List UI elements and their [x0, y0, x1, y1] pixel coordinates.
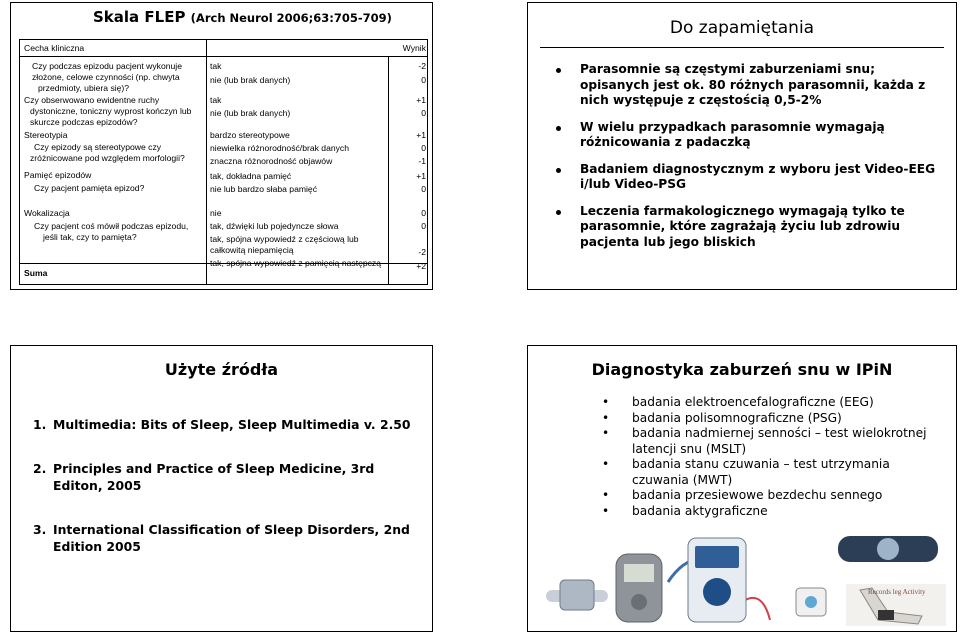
flep-answer: tak: [210, 61, 222, 71]
leg-activity-caption: Records leg Activity: [868, 588, 926, 596]
flep-score: 0: [421, 208, 426, 218]
remember-title: Do zapamiętania: [669, 18, 815, 38]
flep-answer: nie (lub brak danych): [210, 75, 291, 85]
flep-header-score: Wynik: [402, 43, 426, 53]
flep-sum-label: Suma: [24, 268, 48, 278]
flep-col-divider: [388, 57, 389, 284]
flep-score: 0: [421, 108, 426, 118]
list-item: • badania aktygraficzne: [602, 504, 932, 520]
flep-answer: bardzo stereotypowe: [210, 130, 290, 140]
flep-criterion-3: [24, 130, 185, 164]
flep-table: [19, 39, 428, 285]
list-item: • badania stanu czuwania – test utrzymania czuwania (MWT): [602, 457, 932, 488]
flep-score: +1: [416, 171, 426, 181]
item-text: Principles and Practice of Sleep Medicine, 3rd Editon, 2005: [53, 461, 375, 493]
criterion-line: zróżnicowane pod względem morfologii?: [30, 153, 185, 163]
flep-answer: nie: [210, 208, 222, 218]
item-number: 2.: [33, 461, 47, 476]
list-item: • badania nadmiernej senności – test wielokrotnej latencji snu (MSLT): [602, 426, 932, 457]
display-icon: [624, 564, 654, 582]
list-item: Parasomnie są częstymi zaburzeniami snu; opisanych jest ok. 80 różnych parasomnii, każda z nich występuje z częstością 0,5-2%: [556, 62, 948, 109]
criterion-line: przedmioty, ubiera się)?: [38, 83, 130, 93]
flep-title-main: Skala FLEP: [93, 8, 186, 26]
criterion-line: złożone, celowe czynności (np. chwyta: [32, 72, 180, 82]
list-item: • badania polisomnograficzne (PSG): [602, 411, 932, 427]
sensor-light-icon: [805, 596, 817, 608]
sources-list: [33, 416, 423, 582]
flep-score: +1: [416, 95, 426, 105]
remember-list: [556, 62, 948, 261]
flep-criterion-4: [24, 170, 144, 194]
flep-answer: tak: [210, 95, 222, 105]
criterion-heading: Stereotypia: [24, 130, 68, 140]
slide-flep-scale: [10, 2, 433, 290]
flep-score: 0: [421, 221, 426, 231]
flep-answer: nie lub bardzo słaba pamięć: [210, 184, 318, 194]
flep-answer: tak, dokładna pamięć: [210, 171, 292, 181]
list-item: W wielu przypadkach parasomnie wymagają różnicowania z padaczką: [556, 120, 948, 151]
list-item: [33, 460, 423, 494]
title-divider: [540, 47, 944, 48]
slide-diagnostics: [527, 345, 957, 632]
list-item: Badaniem diagnostycznym z wyboru jest Video-EEG i/lub Video-PSG: [556, 162, 948, 193]
criterion-line: skurcze podczas epizodów?: [30, 117, 138, 127]
device-screen-icon: [695, 546, 739, 568]
criterion-heading: Pamięć epizodów: [24, 170, 92, 180]
criterion-heading: Wokalizacja: [24, 208, 70, 218]
flep-title: [93, 8, 392, 26]
list-item: [33, 416, 423, 433]
flep-score: +1: [416, 130, 426, 140]
flep-score: -1: [418, 156, 426, 166]
list-item: • badania przesiewowe bezdechu sennego: [602, 488, 932, 504]
flep-answer: znaczna różnorodność objawów: [210, 156, 333, 166]
criterion-line: Czy epizody są stereotypowe czy: [34, 142, 162, 152]
criterion-line: Czy obserwowano ewidentne ruchy: [24, 95, 160, 105]
slide-remember: [527, 2, 957, 290]
criterion-line: Czy pacjent coś mówił podczas epizodu,: [34, 221, 189, 231]
flep-score: -2: [418, 247, 426, 257]
item-number: 3.: [33, 522, 47, 537]
item-text: Multimedia: Bits of Sleep, Sleep Multimedia v. 2.50: [53, 417, 411, 432]
list-item: Leczenia farmakologicznego wymagają tylko te parasomnie, które zagrażają życiu lub zdrowiu pacjenta lub jego bliskich: [556, 204, 948, 251]
list-item: [33, 521, 423, 555]
flep-citation: (Arch Neurol 2006;63:705-709): [190, 11, 392, 25]
flep-score: 0: [421, 143, 426, 153]
flep-criterion-1: [32, 61, 182, 94]
flep-criterion-5: [24, 208, 188, 243]
criterion-line: dystoniczne, toniczny wyprost kończyn lub: [30, 106, 192, 116]
list-item: • badania elektroencefalograficzne (EEG): [602, 395, 932, 411]
slide-sources: [10, 345, 433, 632]
flep-header-criterion: Cecha kliniczna: [24, 43, 85, 53]
diagnostics-title: Diagnostyka zaburzeń snu w IPiN: [591, 360, 893, 379]
sources-title: Użyte źródła: [164, 360, 279, 379]
criterion-line: Czy podczas epizodu pacjent wykonuje: [32, 61, 183, 71]
flep-answer: tak, spójna wypowiedź z pamięcią następczą: [210, 258, 382, 268]
dial-icon: [631, 594, 647, 610]
flep-answer: nie (lub brak danych): [210, 108, 291, 118]
flep-score: +2: [416, 261, 426, 271]
flep-answer: tak, spójna wypowiedź z częściową lub: [210, 234, 359, 244]
item-text: International Classification of Sleep Disorders, 2nd Edition 2005: [53, 522, 410, 554]
flep-score: -2: [418, 61, 426, 71]
flep-score: 0: [421, 75, 426, 85]
item-number: 1.: [33, 417, 47, 432]
leg-sensor-icon: [878, 610, 894, 620]
flep-col-divider: [206, 40, 207, 284]
diagnostics-list: [602, 395, 932, 519]
flep-criterion-2: [24, 95, 191, 128]
device-button-icon: [703, 578, 731, 606]
actigraph-icon: [876, 537, 900, 561]
flep-score: 0: [421, 184, 426, 194]
criterion-line: jeśli tak, czy to pamięta?: [43, 232, 137, 242]
sensor-box-icon: [560, 580, 594, 610]
flep-answer: całkowitą niepamięcią: [210, 245, 294, 255]
criterion-line: Czy pacjent pamięta epizod?: [34, 183, 145, 193]
sleep-devices-photo: [538, 532, 950, 628]
flep-answer: tak, dźwięki lub pojedyncze słowa: [210, 221, 339, 231]
flep-answer: niewielka różnorodność/brak danych: [210, 143, 350, 153]
